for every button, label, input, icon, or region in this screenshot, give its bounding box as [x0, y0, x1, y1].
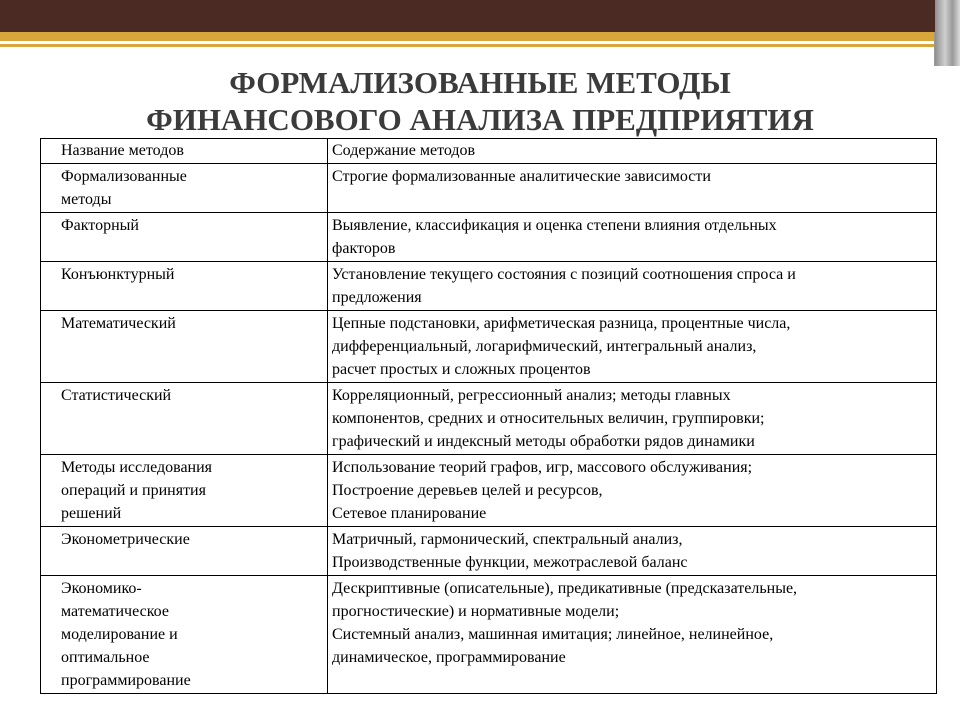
method-content-cell	[328, 213, 937, 262]
method-name-cell	[41, 213, 328, 262]
gold-stripe-bottom	[0, 44, 935, 47]
table-row	[41, 527, 937, 576]
header-method-name: Название методов	[41, 139, 328, 164]
method-name-cell	[41, 311, 328, 383]
table-row	[41, 383, 937, 455]
method-name-cell	[41, 576, 328, 694]
method-content-line: Построение деревьев целей и ресурсов,	[332, 482, 603, 499]
method-content-line: предложения	[332, 289, 422, 306]
method-content-line: Сетевое планирование	[332, 505, 487, 522]
method-content-line: факторов	[332, 240, 396, 257]
table-row	[41, 262, 937, 311]
method-name-line: Конъюнктурный	[61, 266, 175, 283]
table-header-row	[41, 139, 937, 164]
table-row	[41, 311, 937, 383]
method-name-line: Экономико-	[61, 580, 142, 597]
method-name-cell	[41, 262, 328, 311]
method-content-line: дифференциальный, логарифмический, интегральный анализ,	[332, 338, 757, 355]
method-name-line: моделирование и	[61, 626, 178, 643]
method-content-line: Цепные подстановки, арифметическая разница, процентные числа,	[332, 315, 791, 332]
method-content-line: Матричный, гармонический, спектральный анализ,	[332, 531, 683, 548]
method-content-cell	[328, 311, 937, 383]
method-name-line: Эконометрические	[61, 531, 190, 548]
method-content-line: прогностические) и нормативные модели;	[332, 603, 620, 620]
method-content-line: Дескриптивные (описательные), предикативные (предсказательные,	[332, 580, 798, 597]
method-name-line: программирование	[61, 672, 191, 689]
method-content-line: расчет простых и сложных процентов	[332, 361, 591, 378]
method-content-line: Строгие формализованные аналитические зависимости	[332, 168, 711, 185]
method-name-line: Факторный	[61, 217, 139, 234]
method-content-cell	[328, 576, 937, 694]
method-name-cell	[41, 527, 328, 576]
method-content-cell	[328, 262, 937, 311]
method-name-line: решений	[61, 505, 122, 522]
top-decorative-band	[0, 0, 960, 32]
method-name-line: методы	[61, 191, 112, 208]
methods-table	[40, 138, 937, 694]
method-content-line: Выявление, классификация и оценка степени влияния отдельных	[332, 217, 777, 234]
method-name-line: Методы исследования	[61, 459, 213, 476]
method-name-line: Математический	[61, 315, 176, 332]
method-name-line: операций и принятия	[61, 482, 206, 499]
method-name-line: Формализованные	[61, 168, 187, 185]
method-content-line: компонентов, средних и относительных величин, группировки;	[332, 410, 765, 427]
header-method-content: Содержание методов	[328, 139, 937, 164]
slide-title	[40, 64, 920, 138]
method-name-cell	[41, 164, 328, 213]
method-name-cell	[41, 383, 328, 455]
method-content-line: Использование теорий графов, игр, массового обслуживания;	[332, 459, 753, 476]
method-content-cell	[328, 455, 937, 527]
table-row	[41, 576, 937, 694]
slide-title-line-1: ФОРМАЛИЗОВАННЫЕ МЕТОДЫ	[229, 65, 731, 100]
method-name-line: математическое	[61, 603, 169, 620]
method-content-line: динамическое, программирование	[332, 649, 566, 666]
table-row	[41, 455, 937, 527]
method-content-line: Системный анализ, машинная имитация; линейное, нелинейное,	[332, 626, 774, 643]
method-content-line: Установление текущего состояния с позиций соотношения спроса и	[332, 266, 796, 283]
table-row	[41, 164, 937, 213]
method-content-cell	[328, 164, 937, 213]
slide-title-line-2: ФИНАНСОВОГО АНАЛИЗА ПРЕДПРИЯТИЯ	[146, 102, 814, 137]
table-row	[41, 213, 937, 262]
method-content-line: графический и индексный методы обработки рядов динамики	[332, 433, 755, 450]
method-content-cell	[328, 383, 937, 455]
method-content-cell	[328, 527, 937, 576]
right-edge-decoration	[935, 0, 960, 66]
method-content-line: Производственные функции, межотраслевой баланс	[332, 554, 688, 571]
gold-stripe-top	[0, 32, 935, 41]
method-name-line: Статистический	[61, 387, 172, 404]
method-content-line: Корреляционный, регрессионный анализ; методы главных	[332, 387, 731, 404]
method-name-line: оптимальное	[61, 649, 150, 666]
method-name-cell	[41, 455, 328, 527]
